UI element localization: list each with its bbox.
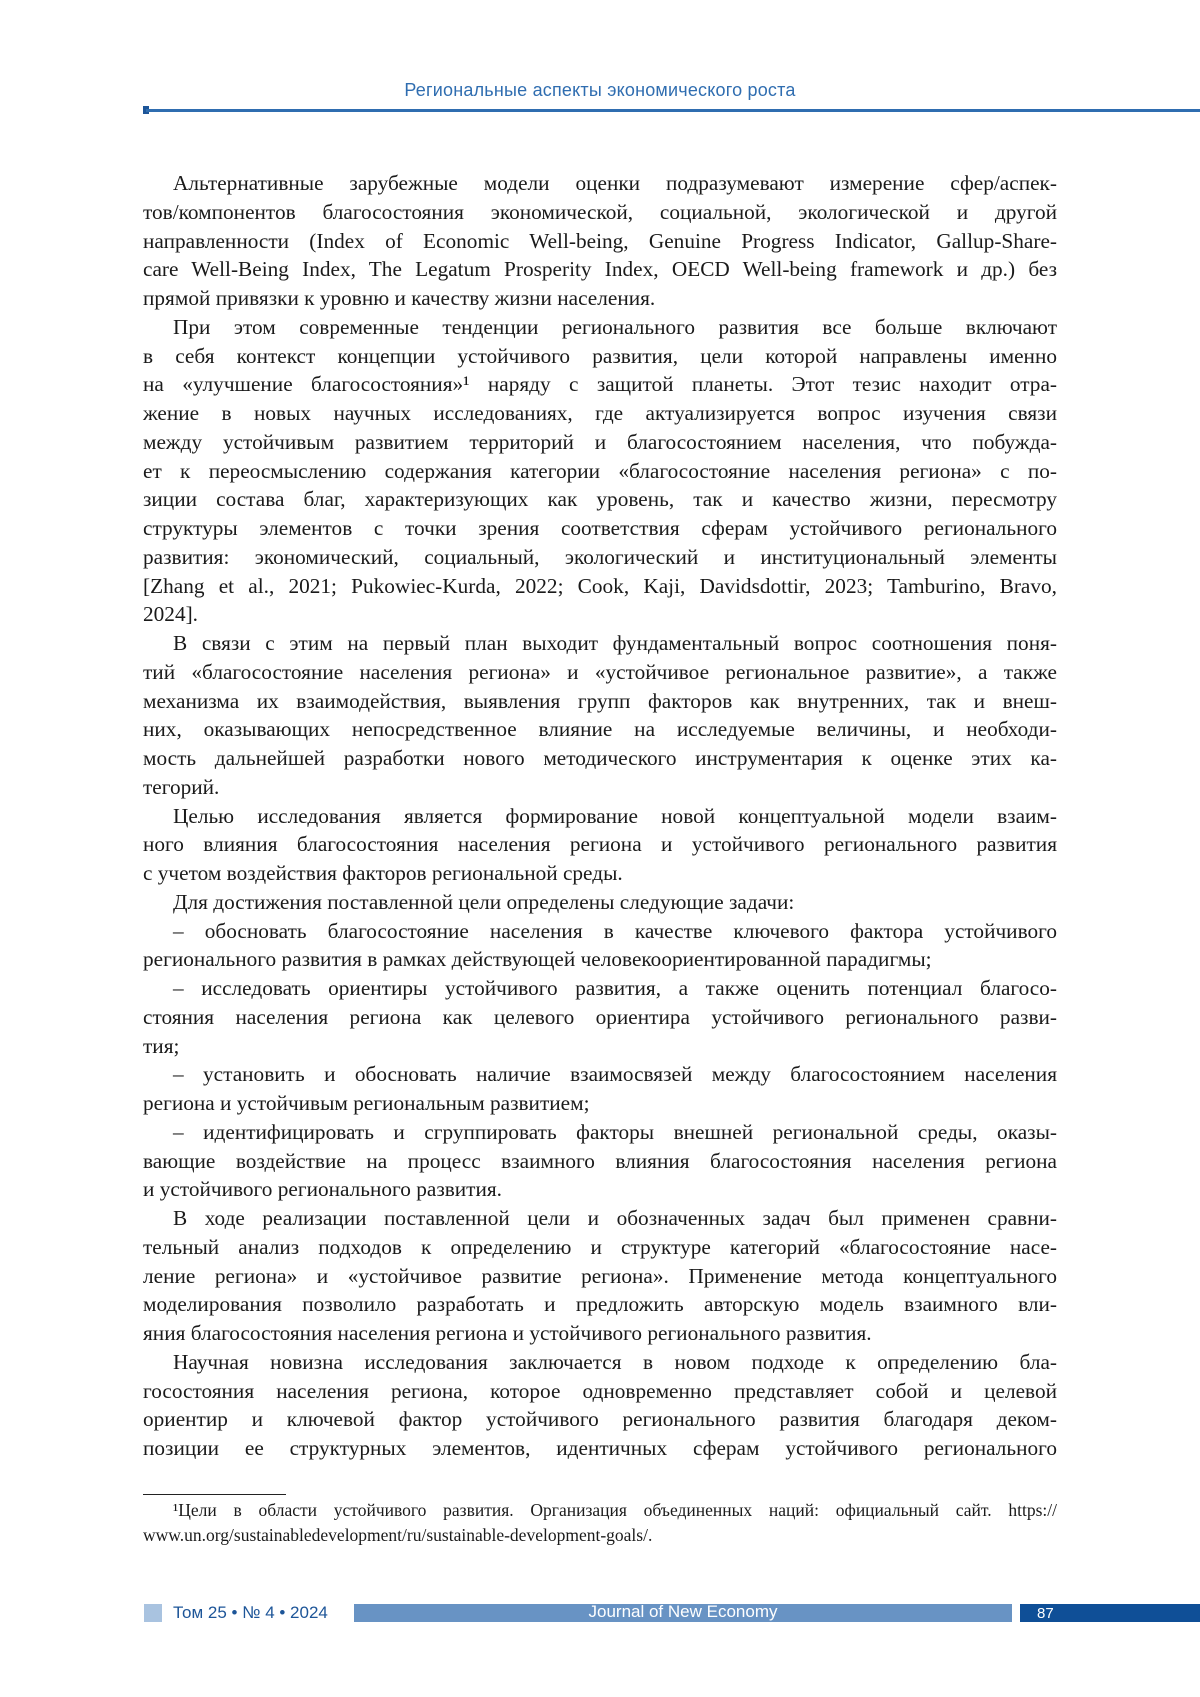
running-header-title: Региональные аспекты экономического роста [0,80,1200,101]
text-line: регионального развития в рамках действующей человекоориентированной парадигмы; [143,945,1057,974]
text-line: зиции состава благ, характеризующих как уровень, так и качество жизни, пересмотру [143,485,1057,514]
text-line: care Well-Being Index, The Legatum Prosperity Index, OECD Well-being framework и др.) без [143,255,1057,284]
text-line: тельный анализ подходов к определению и структуре категорий «благосостояние насе- [143,1233,1057,1262]
paragraph [143,974,1057,1060]
text-line: тий «благосостояние населения региона» и «устойчивое региональное развитие», а также [143,658,1057,687]
text-line: – исследовать ориентиры устойчивого развития, а также оценить потенциал благосо- [143,974,1057,1003]
paragraph [143,313,1057,629]
text-line: яния благосостояния населения региона и устойчивого регионального развития. [143,1319,1057,1348]
text-line: тегорий. [143,773,1057,802]
paragraph [143,888,1057,917]
text-line: развития: экономический, социальный, экологический и институциональный элементы [143,543,1057,572]
paragraph [143,1060,1057,1118]
text-line: механизма их взаимодействия, выявления групп факторов как внутренних, так и внеш- [143,687,1057,716]
footer-journal-bar [354,1604,1012,1622]
text-line: стояния населения региона как целевого ориентира устойчивого регионального разви- [143,1003,1057,1032]
footer-issue: Том 25 • № 4 • 2024 [173,1603,328,1623]
text-line: между устойчивым развитием территорий и благосостоянием населения, что побужда- [143,428,1057,457]
text-line: В ходе реализации поставленной цели и обозначенных задач был применен сравни- [143,1204,1057,1233]
text-line: мость дальнейшей разработки нового методического инструментария к оценке этих ка- [143,744,1057,773]
paragraph [143,802,1057,888]
text-line: тия; [143,1032,1057,1061]
text-line: прямой привязки к уровню и качеству жизни населения. [143,284,1057,313]
text-line: Научная новизна исследования заключается в новом подходе к определению бла- [143,1348,1057,1377]
footnote-rule [143,1494,286,1495]
text-line: них, оказывающих непосредственное влияние на исследуемые величины, и необходи- [143,715,1057,744]
text-line: В связи с этим на первый план выходит фундаментальный вопрос соотношения поня- [143,629,1057,658]
page-number: 87 [1037,1605,1054,1622]
footnote-line: www.un.org/sustainabledevelopment/ru/sustainable-development-goals/. [143,1523,1057,1548]
paragraph [143,917,1057,975]
paragraph [143,629,1057,802]
text-line: – идентифицировать и сгруппировать факторы внешней региональной среды, оказы- [143,1118,1057,1147]
text-line: региона и устойчивым региональным развитием; [143,1089,1057,1118]
article-body [143,169,1057,1463]
text-line: позиции ее структурных элементов, идентичных сферам устойчивого регионального [143,1434,1057,1463]
paragraph [143,1118,1057,1204]
text-line: ориентир и ключевой фактор устойчивого регионального развития благодаря деком- [143,1405,1057,1434]
footer-page-box [1020,1604,1200,1622]
text-line: Альтернативные зарубежные модели оценки подразумевают измерение сфер/аспек- [143,169,1057,198]
text-line: направленности (Index of Economic Well-being, Genuine Progress Indicator, Gallup-Share- [143,227,1057,256]
text-line: моделирования позволило разработать и предложить авторскую модель взаимного вли- [143,1290,1057,1319]
text-line: и устойчивого регионального развития. [143,1175,1057,1204]
text-line: тов/компонентов благосостояния экономической, социальной, экологической и другой [143,198,1057,227]
footer-marker [144,1604,162,1622]
text-line: 2024]. [143,600,1057,629]
paragraph [143,1348,1057,1463]
footnote-line: ¹Цели в области устойчивого развития. Организация объединенных наций: официальный сайт. https:// [143,1498,1057,1523]
text-line: ет к переосмыслению содержания категории «благосостояние населения региона» с по- [143,457,1057,486]
text-line: ного влияния благосостояния населения региона и устойчивого регионального развития [143,830,1057,859]
text-line: Для достижения поставленной цели определены следующие задачи: [143,888,1057,917]
text-line: на «улучшение благосостояния»¹ наряду с защитой планеты. Этот тезис находит отра- [143,370,1057,399]
text-line: вающие воздействие на процесс взаимного влияния благосостояния населения региона [143,1147,1057,1176]
text-line: в себя контекст концепции устойчивого развития, цели которой направлены именно [143,342,1057,371]
header-rule [146,109,1200,112]
text-line: ление региона» и «устойчивое развитие региона». Применение метода концептуального [143,1262,1057,1291]
footnote [143,1498,1057,1548]
footer-journal-name: Journal of New Economy [589,1602,778,1621]
text-line: госостояния населения региона, которое одновременно представляет собой и целевой [143,1377,1057,1406]
text-line: Целью исследования является формирование новой концептуальной модели взаим- [143,802,1057,831]
paragraph [143,1204,1057,1348]
text-line: жение в новых научных исследованиях, где актуализируется вопрос изучения связи [143,399,1057,428]
text-line: – установить и обосновать наличие взаимосвязей между благосостоянием населения [143,1060,1057,1089]
text-line: с учетом воздействия факторов региональной среды. [143,859,1057,888]
text-line: – обосновать благосостояние населения в качестве ключевого фактора устойчивого [143,917,1057,946]
paragraph [143,169,1057,313]
text-line: структуры элементов с точки зрения соответствия сферам устойчивого регионального [143,514,1057,543]
text-line: [Zhang et al., 2021; Pukowiec-Kurda, 2022; Cook, Kaji, Davidsdottir, 2023; Tamburino, Bravo, [143,572,1057,601]
text-line: При этом современные тенденции регионального развития все больше включают [143,313,1057,342]
